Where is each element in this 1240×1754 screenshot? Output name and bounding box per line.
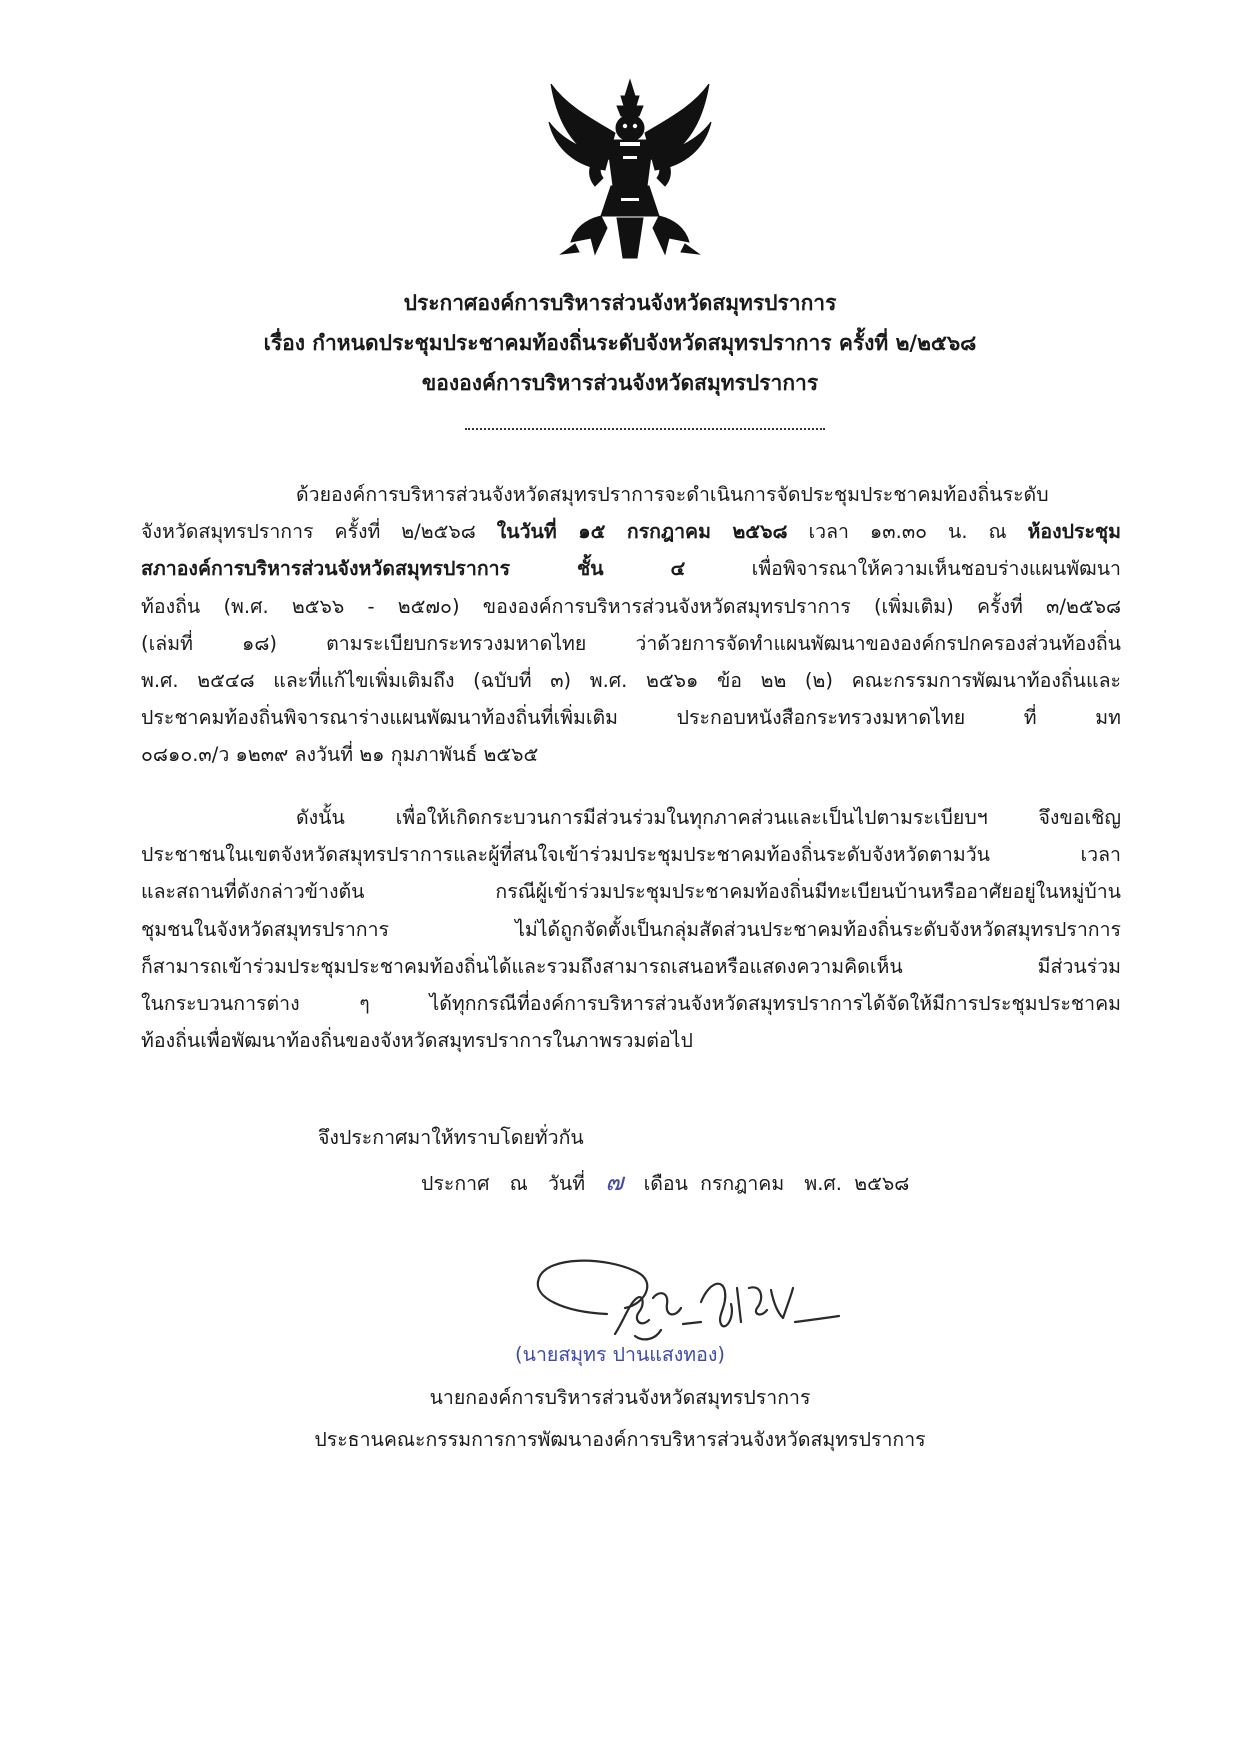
paragraph-line — [141, 550, 1121, 587]
signer-position: นายกองค์การบริหารส่วนจังหวัดสมุทรปราการ — [429, 1386, 811, 1409]
dotted-separator — [465, 428, 825, 430]
year-value: ๒๕๖๘ — [854, 1172, 910, 1195]
era-label: พ.ศ. — [804, 1172, 843, 1195]
date-prefix: ประกาศ — [421, 1172, 490, 1195]
paragraph-line: ๐๘๑๐.๓/ว ๑๒๓๙ ลงวันที่ ๒๑ กุมภาพันธ์ ๒๕๖๕ — [141, 743, 539, 767]
meeting-number: จังหวัดสมุทรปราการ ครั้งที่ ๒/๒๕๖๘ — [141, 520, 476, 544]
announcement-subject: เรื่อง กำหนดประชุมประชาคมท้องถิ่นระดับจังหวัดสมุทรปราการ ครั้งที่ ๒/๒๕๖๘ — [263, 331, 977, 355]
paragraph-line: ท้องถิ่นเพื่อพัฒนาท้องถิ่นของจังหวัดสมุทรปราการในภาพรวมต่อไป — [141, 1029, 693, 1053]
meeting-date: ในวันที่ ๑๕ กรกฎาคม ๒๕๖๘ — [496, 520, 788, 544]
announcement-title: ประกาศองค์การบริหารส่วนจังหวัดสมุทรปราการ — [403, 291, 837, 315]
meeting-time: เวลา ๑๓.๓๐ น. ณ — [808, 520, 1007, 544]
paragraph-line: ด้วยองค์การบริหารส่วนจังหวัดสมุทรปราการจะดำเนินการจัดประชุมประชาคมท้องถิ่นระดับ — [296, 483, 1049, 506]
paragraph-2 — [141, 799, 1121, 1059]
paragraph-line: ประชาชนในเขตจังหวัดสมุทรปราการและผู้ที่สนใจเข้าร่วมประชุมประชาคมท้องถิ่นระดับจังหวัดตามวัน เวลา — [141, 843, 1121, 867]
closing-statement: จึงประกาศมาให้ทราบโดยทั่วกัน — [318, 1126, 584, 1149]
paragraph-line: ในกระบวนการต่าง ๆ ได้ทุกกรณีที่องค์การบริหารส่วนจังหวัดสมุทรปราการได้จัดให้มีการประชุมประชาคม — [141, 992, 1121, 1016]
paragraph-line: (เล่มที่ ๑๘) ตามระเบียบกระทรวงมหาดไทย ว่าด้วยการจัดทำแผนพัฒนาขององค์กรปกครองส่วนท้องถิ่น — [141, 631, 1121, 655]
garuda-emblem-icon — [545, 78, 715, 268]
paragraph-line: ประชาคมท้องถิ่นพิจารณาร่างแผนพัฒนาท้องถิ่นที่เพิ่มเติม ประกอบหนังสือกระทรวงมหาดไทย ที่ มท — [141, 706, 1121, 730]
paragraph-line: ท้องถิ่น (พ.ศ. ๒๕๖๖ - ๒๕๗๐) ขององค์การบริหารส่วนจังหวัดสมุทรปราการ (เพิ่มเติม) ครั้งที่ ๓/๒๕๖๘ — [141, 594, 1121, 618]
meeting-venue: สภาองค์การบริหารส่วนจังหวัดสมุทรปราการ ชั้น ๔ — [141, 557, 686, 581]
signer-committee-position: ประธานคณะกรรมการการพัฒนาองค์การบริหารส่วนจังหวัดสมุทรปราการ — [314, 1428, 926, 1451]
paragraph-line: ชุมชนในจังหวัดสมุทรปราการ ไม่ได้ถูกจัดตั้งเป็นกลุ่มสัดส่วนประชาคมท้องถิ่นระดับจังหวัดสมุทรปราการ — [141, 917, 1121, 941]
announcement-organization: ขององค์การบริหารส่วนจังหวัดสมุทรปราการ — [421, 371, 819, 395]
month-value: กรกฎาคม — [700, 1172, 785, 1195]
day-value: ๗ — [605, 1168, 624, 1196]
date-at: ณ — [509, 1172, 528, 1195]
meeting-room: ห้องประชุม — [1027, 520, 1122, 544]
paragraph-line — [141, 513, 1121, 550]
paragraph-line: ก็สามารถเข้าร่วมประชุมประชาคมท้องถิ่นได้และรวมถึงสามารถเสนอหรือแสดงความคิดเห็น มีส่วนร่วม — [141, 954, 1121, 978]
paragraph-line: และสถานที่ดังกล่าวข้างต้น กรณีผู้เข้าร่วมประชุมประชาคมท้องถิ่นมีทะเบียนบ้านหรืออาศัยอยู่ในหมู่บ้าน — [141, 880, 1121, 904]
paragraph-1 — [141, 476, 1121, 774]
paragraph-line: พ.ศ. ๒๕๔๘ และที่แก้ไขเพิ่มเติมถึง (ฉบับที่ ๓) พ.ศ. ๒๕๖๑ ข้อ ๒๒ (๒) คณะกรรมการพัฒนาท้องถิ่นและ — [141, 669, 1121, 693]
signer-name: (นายสมุทร ปานแสงทอง) — [515, 1343, 725, 1366]
meeting-purpose: เพื่อพิจารณาให้ความเห็นชอบร่างแผนพัฒนา — [751, 557, 1121, 581]
month-label: เดือน — [643, 1172, 688, 1195]
paragraph-line: ดังนั้น เพื่อให้เกิดกระบวนการมีส่วนร่วมในทุกภาคส่วนและเป็นไปตามระเบียบฯ จึงขอเชิญ — [296, 806, 1121, 829]
day-label: วันที่ — [547, 1172, 586, 1195]
announcement-date — [421, 1162, 923, 1201]
